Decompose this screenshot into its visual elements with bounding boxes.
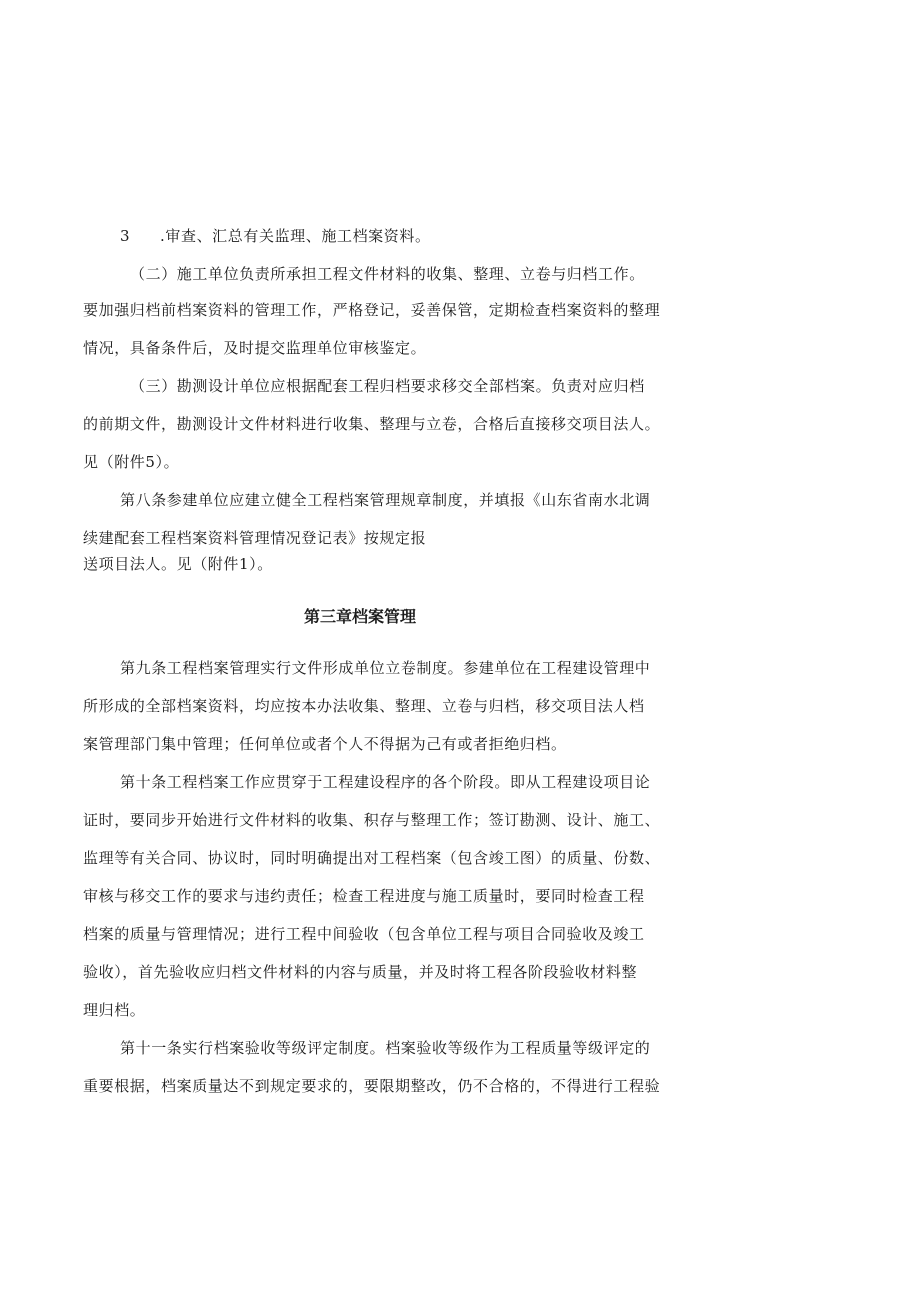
article-8-line-1: 第八条参建单位应建立健全工程档案管理规章制度，并填报《山东省南水北调: [120, 491, 651, 509]
article-10-line-6: 验收），首先验收应归档文件材料的内容与质量，并及时将工程各阶段验收材料整: [83, 963, 638, 981]
article-11-line-1: 第十一条实行档案验收等级评定制度。档案验收等级作为工程质量等级评定的: [120, 1039, 651, 1057]
article-8-line-3: 送项目法人。见（附件1）。: [83, 555, 273, 573]
article-10-line-5: 档案的质量与管理情况；进行工程中间验收（包含单位工程与项目合同验收及竣工: [83, 925, 645, 943]
article-10-line-2: 证时，要同步开始进行文件材料的收集、积存与整理工作；签订勘测、设计、施工、: [83, 811, 661, 829]
chapter-3-title: 第三章档案管理: [303, 607, 416, 626]
para-construction-line-2: 要加强归档前档案资料的管理工作，严格登记，妥善保管，定期检查档案资料的整理: [83, 301, 661, 319]
article-10-line-3: 监理等有关合同、协议时，同时明确提出对工程档案（包含竣工图）的质量、份数、: [83, 849, 661, 867]
para-construction-line-1: （二）施工单位负责所承担工程文件材料的收集、整理、立卷与归档工作。: [130, 265, 645, 283]
article-9-line-1: 第九条工程档案管理实行文件形成单位立卷制度。参建单位在工程建设管理中: [120, 659, 651, 677]
article-9-line-3: 案管理部门集中管理；任何单位或者个人不得据为己有或者拒绝归档。: [83, 735, 567, 753]
article-8-line-2: 续建配套工程档案资料管理情况登记表》按规定报: [83, 529, 427, 547]
para-construction-line-3: 情况，具备条件后，及时提交监理单位审核鉴定。: [83, 339, 427, 357]
article-9-line-2: 所形成的全部档案资料，均应按本办法收集、整理、立卷与归档，移交项目法人档: [83, 697, 645, 715]
para-survey-line-1: （三）勘测设计单位应根据配套工程归档要求移交全部档案。负责对应归档: [130, 377, 645, 395]
article-10-line-4: 审核与移交工作的要求与违约责任；检查工程进度与施工质量时，要同时检查工程: [83, 887, 645, 905]
article-11-line-2: 重要根据，档案质量达不到规定要求的，要限期整改，仍不合格的，不得进行工程验: [83, 1077, 661, 1095]
item-3-text: .审查、汇总有关监理、施工档案资料。: [160, 227, 431, 245]
para-survey-line-2: 的前期文件，勘测设计文件材料进行收集、整理与立卷，合格后直接移交项目法人。: [83, 415, 661, 433]
article-10-line-1: 第十条工程档案工作应贯穿于工程建设程序的各个阶段。即从工程建设项目论: [120, 773, 651, 791]
item-3-number: 3: [120, 227, 131, 245]
item-3: [120, 226, 431, 246]
article-10-line-7: 理归档。: [83, 1001, 146, 1019]
para-survey-line-3: 见（附件5）。: [83, 453, 180, 471]
